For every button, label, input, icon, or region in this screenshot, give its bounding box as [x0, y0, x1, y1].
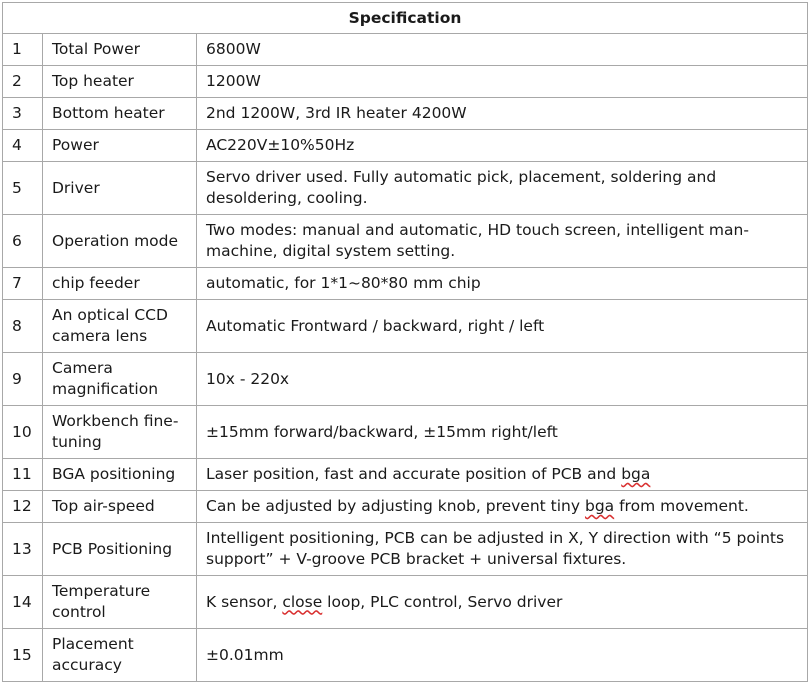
row-number: 9 — [3, 353, 43, 406]
spec-value: ±0.01mm — [197, 629, 808, 682]
spec-value — [197, 576, 808, 629]
row-number: 4 — [3, 130, 43, 162]
spellcheck-marked-word: bga — [584, 497, 615, 515]
row-number: 12 — [3, 491, 43, 523]
row-number: 13 — [3, 523, 43, 576]
spec-name: Top heater — [43, 66, 197, 98]
table-row — [3, 459, 808, 491]
row-number: 5 — [3, 162, 43, 215]
spec-value: Intelligent positioning, PCB can be adjusted in X, Y direction with “5 points support” + V-groove PCB bracket + universal fixtures. — [197, 523, 808, 576]
spec-name: PCB Positioning — [43, 523, 197, 576]
table-row — [3, 300, 808, 353]
table-row — [3, 162, 808, 215]
spec-value-text: Can be adjusted by adjusting knob, prevent tiny — [206, 497, 585, 515]
spellcheck-marked-word: close — [282, 592, 323, 611]
row-number: 10 — [3, 406, 43, 459]
spec-value-text: from movement. — [614, 497, 749, 515]
table-row — [3, 98, 808, 130]
spec-name: Total Power — [43, 34, 197, 66]
row-number: 6 — [3, 215, 43, 268]
spec-name: Workbench fine-tuning — [43, 406, 197, 459]
row-number: 2 — [3, 66, 43, 98]
spellcheck-marked-word: bga — [621, 465, 651, 483]
table-row — [3, 66, 808, 98]
table-row — [3, 523, 808, 576]
spec-value: 1200W — [197, 66, 808, 98]
row-number: 14 — [3, 576, 43, 629]
spec-value — [197, 459, 808, 491]
spec-name: Driver — [43, 162, 197, 215]
table-row — [3, 576, 808, 629]
table-row — [3, 491, 808, 523]
spec-value: AC220V±10%50Hz — [197, 130, 808, 162]
spec-value: 10x - 220x — [197, 353, 808, 406]
row-number: 7 — [3, 268, 43, 300]
table-row — [3, 353, 808, 406]
spec-value-text: loop, PLC control, Servo driver — [322, 592, 563, 611]
row-number: 3 — [3, 98, 43, 130]
spec-name: Temperature control — [43, 576, 197, 629]
table-row — [3, 215, 808, 268]
spec-value: 2nd 1200W, 3rd IR heater 4200W — [197, 98, 808, 130]
row-number: 8 — [3, 300, 43, 353]
specification-table — [2, 2, 808, 682]
spec-name: BGA positioning — [43, 459, 197, 491]
spec-value — [197, 491, 808, 523]
row-number: 11 — [3, 459, 43, 491]
row-number: 1 — [3, 34, 43, 66]
spec-value: Two modes: manual and automatic, HD touch screen, intelligent man-machine, digital system setting. — [197, 215, 808, 268]
spec-value: Automatic Frontward / backward, right / left — [197, 300, 808, 353]
spec-name: Placement accuracy — [43, 629, 197, 682]
spec-name: Top air-speed — [43, 491, 197, 523]
spec-value-text: Laser position, fast and accurate position of PCB and — [206, 465, 622, 483]
table-row — [3, 130, 808, 162]
table-row — [3, 34, 808, 66]
table-row — [3, 268, 808, 300]
spec-value: automatic, for 1*1~80*80 mm chip — [197, 268, 808, 300]
table-header-row — [3, 3, 808, 34]
table-row — [3, 629, 808, 682]
spec-value: Servo driver used. Fully automatic pick, placement, soldering and desoldering, cooling. — [197, 162, 808, 215]
spec-name: chip feeder — [43, 268, 197, 300]
table-row — [3, 406, 808, 459]
table-title: Specification — [3, 3, 808, 34]
spec-name: Power — [43, 130, 197, 162]
row-number: 15 — [3, 629, 43, 682]
spec-name: An optical CCD camera lens — [43, 300, 197, 353]
spec-name: Camera magnification — [43, 353, 197, 406]
spec-value-text: K sensor, — [206, 592, 283, 611]
spec-name: Operation mode — [43, 215, 197, 268]
spec-name: Bottom heater — [43, 98, 197, 130]
spec-value: ±15mm forward/backward, ±15mm right/left — [197, 406, 808, 459]
spec-value: 6800W — [197, 34, 808, 66]
